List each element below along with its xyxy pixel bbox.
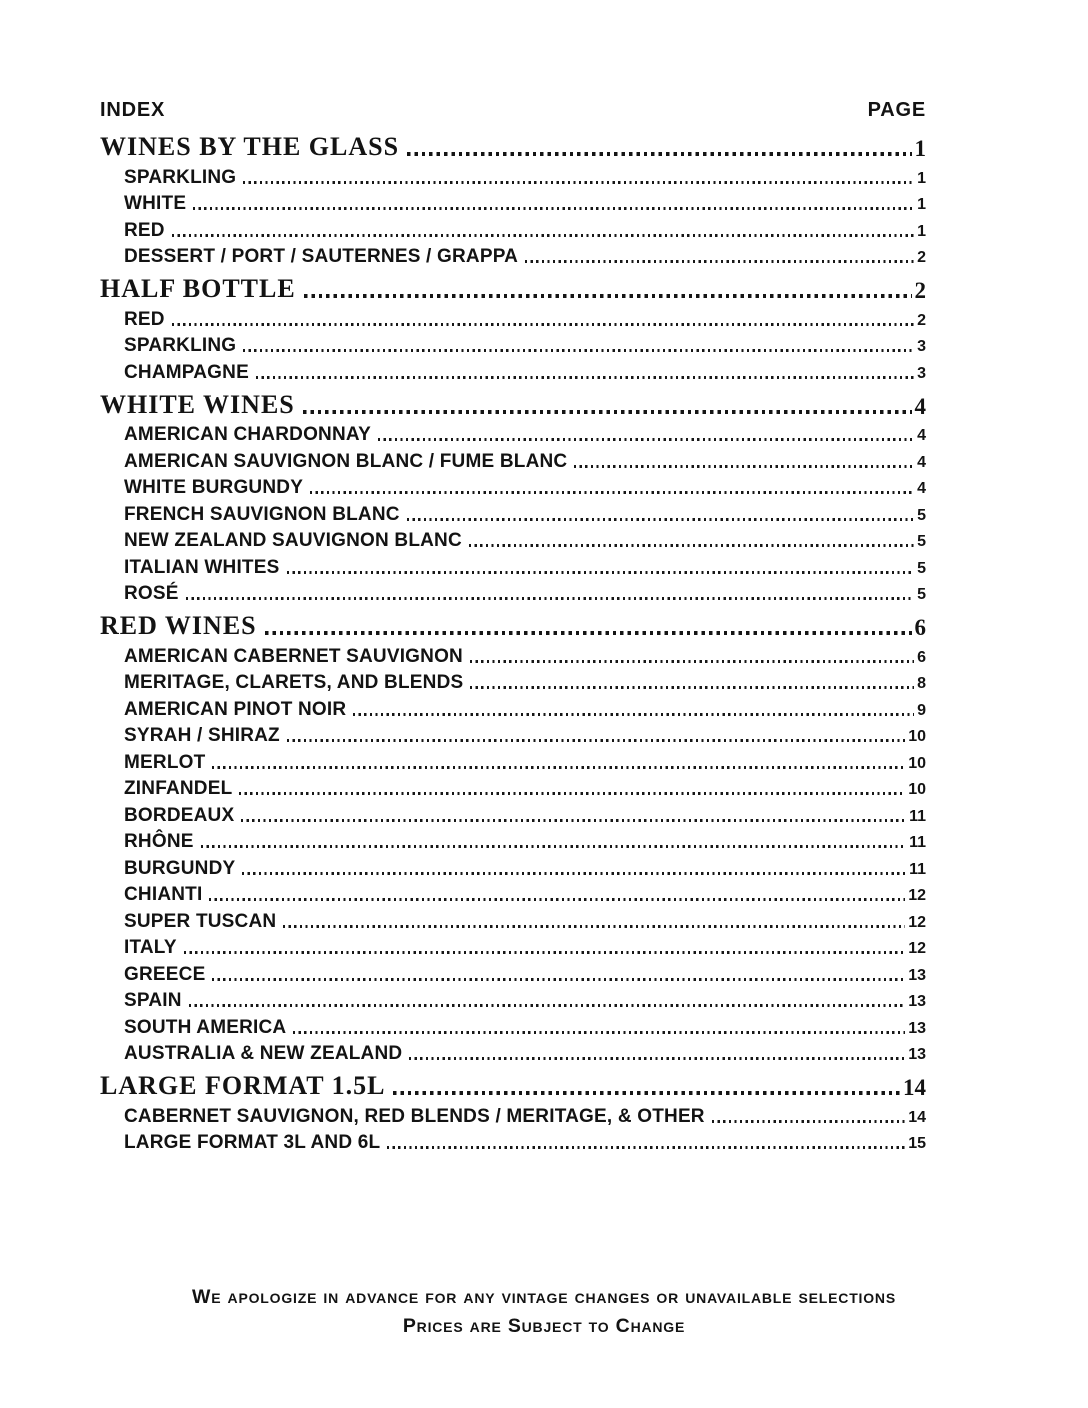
dotted-leader (212, 766, 905, 769)
dotted-leader (193, 207, 914, 210)
item-label: SPAIN (124, 990, 182, 1011)
toc-section (100, 613, 926, 1063)
toc-item-row (100, 1044, 926, 1063)
item-page-number: 15 (908, 1135, 926, 1152)
toc-item-row (100, 558, 926, 577)
item-label: FRENCH SAUVIGNON BLANC (124, 503, 400, 525)
toc-section (100, 389, 926, 604)
item-label: SYRAH / SHIRAZ (124, 725, 280, 746)
section-title: WINES BY THE GLASS (100, 132, 400, 161)
item-page-number: 13 (908, 966, 926, 984)
item-label: AMERICAN CABERNET SAUVIGNON (124, 645, 463, 667)
item-page-number: 11 (909, 834, 926, 851)
dotted-leader (201, 845, 906, 848)
item-label: ITALY (124, 937, 177, 958)
item-label: AMERICAN CHARDONNAY (124, 424, 371, 445)
dotted-leader (387, 1146, 905, 1149)
toc-sections (100, 134, 926, 1152)
item-page-number: 10 (908, 754, 926, 772)
toc-item-row (100, 647, 926, 666)
item-page-number: 5 (917, 506, 926, 524)
item-page-number: 9 (917, 701, 926, 719)
item-page-number: 5 (917, 533, 926, 550)
dotted-leader (239, 792, 905, 795)
item-page-number: 1 (917, 222, 926, 240)
section-title: LARGE FORMAT 1.5L (100, 1071, 386, 1100)
dotted-leader (378, 438, 914, 441)
item-label: WHITE (124, 193, 187, 214)
toc-item-row (100, 991, 926, 1010)
item-page-number: 2 (917, 249, 926, 266)
item-label: AUSTRALIA & NEW ZEALAND (124, 1043, 403, 1064)
toc-item-row (100, 478, 926, 497)
item-page-number: 2 (917, 311, 926, 329)
toc-item-row (100, 452, 926, 471)
toc-item-row (100, 363, 926, 382)
dotted-leader (172, 234, 914, 237)
section-page-number: 1 (914, 136, 926, 161)
dotted-leader (242, 872, 906, 875)
item-page-number: 5 (917, 559, 926, 577)
toc-item-row (100, 1018, 926, 1037)
section-title: RED WINES (100, 611, 257, 640)
dotted-leader (712, 1120, 905, 1123)
dotted-leader (212, 978, 905, 981)
dotted-leader (293, 1031, 905, 1034)
section-title: WHITE WINES (100, 389, 295, 419)
dotted-leader (287, 571, 915, 574)
section-title: HALF BOTTLE (100, 274, 296, 303)
toc-item-row (100, 779, 926, 798)
toc-item-row (100, 1133, 926, 1152)
item-label: CHAMPAGNE (124, 361, 249, 383)
item-page-number: 10 (908, 781, 926, 798)
item-label: CABERNET SAUVIGNON, RED BLENDS / MERITAGE, & OTHER (124, 1105, 705, 1127)
dotted-leader (241, 819, 906, 822)
item-label: ITALIAN WHITES (124, 556, 280, 578)
footer-vintage-note: We apologize in advance for any vintage changes or unavailable selections (192, 1286, 896, 1308)
item-page-number: 3 (917, 338, 926, 355)
item-page-number: 5 (917, 586, 926, 603)
item-page-number: 13 (908, 1019, 926, 1037)
item-label: WHITE BURGUNDY (124, 477, 304, 498)
dotted-leader (209, 898, 905, 901)
item-label: SPARKLING (124, 335, 237, 356)
toc-section (100, 134, 926, 266)
item-label: MERLOT (124, 751, 206, 773)
item-page-number: 4 (917, 480, 926, 497)
toc-item-row (100, 700, 926, 719)
toc-item-row (100, 168, 926, 187)
toc-item-row (100, 938, 926, 957)
toc-item-row (100, 310, 926, 329)
item-label: SPARKLING (124, 166, 237, 188)
dotted-leader (525, 260, 914, 263)
item-label: BURGUNDY (124, 857, 236, 879)
toc-item-row (100, 753, 926, 772)
section-title-row (100, 276, 926, 302)
toc-item-row (100, 336, 926, 355)
item-page-number: 12 (908, 940, 926, 957)
item-page-number: 13 (908, 1046, 926, 1063)
item-label: LARGE FORMAT 3L AND 6L (124, 1132, 381, 1153)
dotted-leader (287, 739, 905, 742)
item-page-number: 3 (917, 364, 926, 382)
toc-item-row (100, 194, 926, 213)
dotted-leader (186, 597, 914, 600)
toc-item-row (100, 584, 926, 603)
toc-item-row (100, 425, 926, 444)
section-page-number: 4 (914, 393, 926, 419)
toc-item-row (100, 505, 926, 524)
item-label: AMERICAN PINOT NOIR (124, 698, 347, 720)
page-label: PAGE (867, 99, 926, 121)
dotted-leader (407, 518, 914, 521)
item-label: ZINFANDEL (124, 778, 233, 799)
page-footer (0, 1288, 1088, 1336)
dotted-leader (469, 544, 914, 547)
item-label: AMERICAN SAUVIGNON BLANC / FUME BLANC (124, 450, 568, 472)
toc-item-row (100, 885, 926, 904)
item-label: RED (124, 308, 165, 330)
toc-item-row (100, 726, 926, 745)
dotted-leader (470, 686, 914, 689)
item-page-number: 10 (908, 728, 926, 745)
item-label: NEW ZEALAND SAUVIGNON BLANC (124, 530, 462, 551)
item-page-number: 4 (917, 453, 926, 471)
index-label: INDEX (100, 99, 166, 121)
toc-section (100, 276, 926, 382)
item-page-number: 1 (917, 196, 926, 213)
item-page-number: 1 (917, 169, 926, 187)
section-page-number: 2 (914, 278, 926, 303)
dotted-leader (243, 349, 914, 352)
dotted-leader (243, 181, 914, 184)
toc-header (100, 100, 926, 120)
dotted-leader (470, 660, 914, 663)
section-title-row (100, 389, 926, 419)
dotted-leader (256, 376, 914, 379)
item-label: SUPER TUSCAN (124, 910, 277, 932)
section-page-number: 14 (903, 1075, 926, 1100)
dotted-leader (310, 491, 914, 494)
section-title-row (100, 134, 926, 160)
section-page-number: 6 (914, 615, 926, 640)
toc-item-row (100, 247, 926, 266)
footer-prices-note: Prices are Subject to Change (402, 1314, 686, 1337)
item-label: DESSERT / PORT / SAUTERNES / GRAPPA (124, 246, 519, 267)
dotted-leader (265, 631, 912, 635)
toc-section (100, 1073, 926, 1152)
item-page-number: 6 (917, 648, 926, 666)
item-label: MERITAGE, CLARETS, AND BLENDS (124, 672, 464, 693)
toc-item-row (100, 859, 926, 878)
item-page-number: 4 (917, 427, 926, 444)
dotted-leader (574, 465, 914, 468)
dotted-leader (409, 1057, 905, 1060)
item-page-number: 13 (908, 993, 926, 1010)
toc-item-row (100, 1107, 926, 1126)
dotted-leader (304, 294, 912, 298)
section-title-row (100, 1073, 926, 1099)
dotted-leader (184, 951, 905, 954)
toc-item-row (100, 806, 926, 825)
toc-item-row (100, 912, 926, 931)
item-label: RED (124, 219, 165, 241)
item-page-number: 11 (909, 860, 926, 878)
dotted-leader (353, 713, 914, 716)
dotted-leader (407, 152, 911, 156)
item-page-number: 11 (909, 807, 926, 825)
item-page-number: 14 (908, 1108, 926, 1126)
toc-item-row (100, 673, 926, 692)
item-label: BORDEAUX (124, 804, 235, 826)
dotted-leader (393, 1091, 900, 1095)
item-label: CHIANTI (124, 884, 203, 905)
dotted-leader (283, 925, 905, 928)
item-page-number: 12 (908, 913, 926, 931)
toc-item-row (100, 221, 926, 240)
item-label: SOUTH AMERICA (124, 1016, 287, 1038)
item-label: ROSÉ (124, 583, 179, 604)
toc-item-row (100, 832, 926, 851)
item-page-number: 12 (908, 887, 926, 904)
item-label: GREECE (124, 963, 206, 985)
toc-item-row (100, 531, 926, 550)
item-page-number: 8 (917, 675, 926, 692)
dotted-leader (189, 1004, 906, 1007)
item-label: RHÔNE (124, 831, 194, 852)
dotted-leader (303, 410, 912, 414)
toc-item-row (100, 965, 926, 984)
section-title-row (100, 613, 926, 639)
dotted-leader (172, 323, 914, 326)
